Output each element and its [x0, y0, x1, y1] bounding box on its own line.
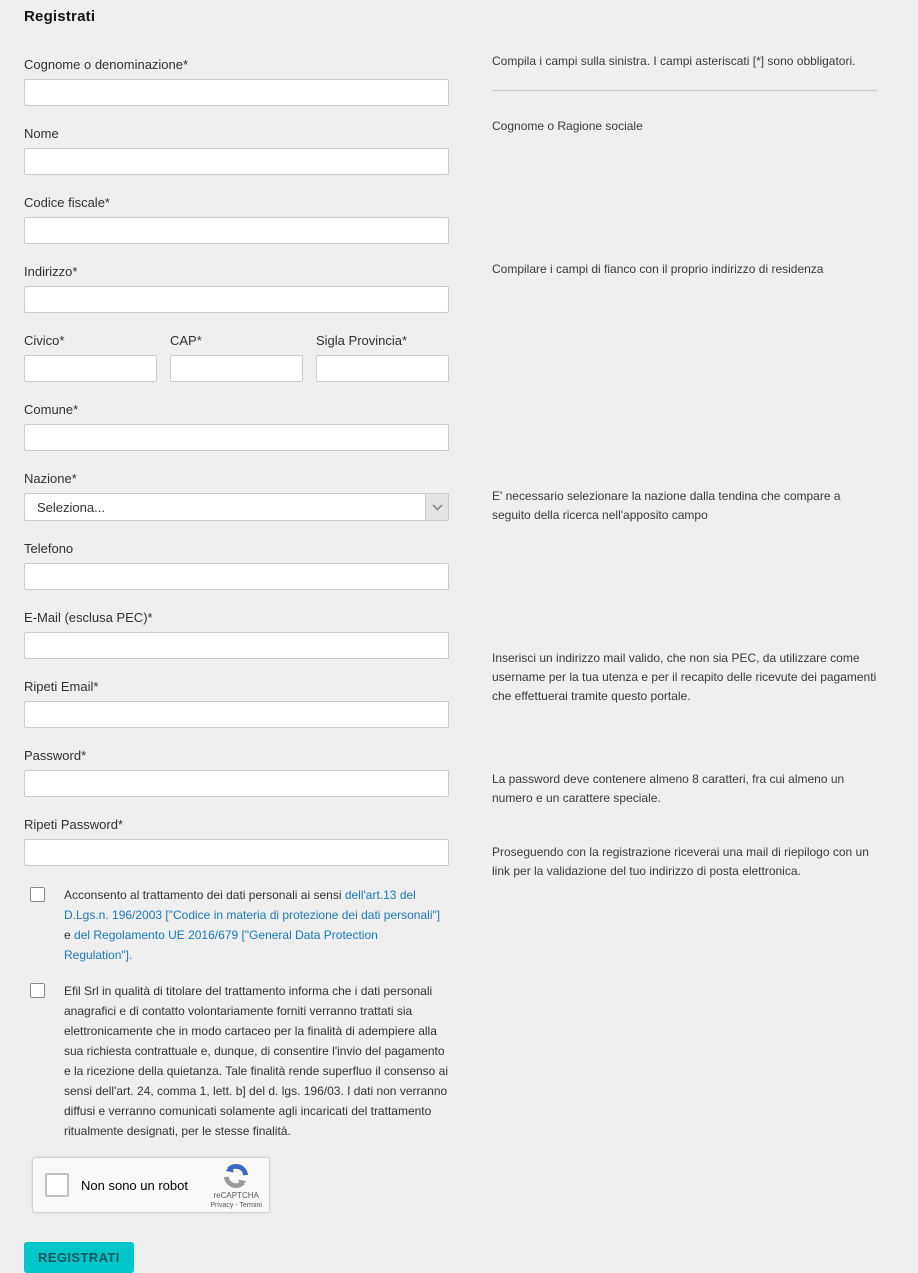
ripeti-email-input[interactable]	[24, 701, 449, 728]
field-group-cap	[170, 332, 303, 382]
registrati-button[interactable]: REGISTRATI	[24, 1242, 134, 1273]
cap-label: CAP*	[170, 333, 202, 348]
civico-input[interactable]	[24, 355, 157, 382]
ripeti-password-input[interactable]	[24, 839, 449, 866]
ripeti-password-label: Ripeti Password*	[24, 817, 123, 832]
treatment-consent-text: Efil Srl in qualità di titolare del trattamento informa che i dati personali anagrafici e di contatto volontariamente forniti verranno trattati sia elettronicamente che in modo cartaceo per la finalità di adempiere alla sua richiesta contrattuale e, dunque, di consentire l'invio del pagamento e la ricezione della quietanza. Tale finalità rende superfluo il consenso ai sensi dell'art. 24, comma 1, lett. b] del d. lgs. 196/03. I dati non verranno diffusi e verranno comunicati solamente agli incaricati del trattamento ritualmente designati, per le stesse finalità.	[64, 984, 449, 1138]
nome-label: Nome	[24, 126, 59, 141]
privacy-consent-middle: e	[64, 928, 75, 942]
cognome-label: Cognome o denominazione*	[24, 57, 189, 72]
recaptcha-widget	[32, 1157, 270, 1213]
sigla-provincia-label: Sigla Provincia*	[316, 333, 408, 348]
field-group-civico	[24, 332, 157, 382]
field-group-sigla-provincia	[316, 332, 449, 382]
help-password: La password deve contenere almeno 8 caratteri, fra cui almeno un numero e un carattere speciale.	[492, 772, 845, 805]
cap-input[interactable]	[170, 355, 303, 382]
help-divider	[492, 90, 877, 91]
field-group-password	[24, 747, 449, 797]
field-group-nazione	[24, 470, 449, 521]
indirizzo-label: Indirizzo*	[24, 264, 78, 279]
privacy-law-link[interactable]: dell'art.13 del D.Lgs.n. 196/2003 ["Codice in materia di protezione dei dati personali"]	[64, 888, 441, 922]
password-input[interactable]	[24, 770, 449, 797]
email-label: E-Mail (esclusa PEC)*	[24, 610, 153, 625]
email-input[interactable]	[24, 632, 449, 659]
password-label: Password*	[24, 748, 87, 763]
help-indirizzo: Compilare i campi di fianco con il proprio indirizzo di residenza	[492, 262, 824, 276]
field-group-ripeti-password	[24, 816, 449, 866]
nazione-select[interactable]	[24, 493, 449, 521]
field-group-ripeti-email	[24, 678, 449, 728]
recaptcha-label: Non sono un robot	[81, 1177, 188, 1193]
field-group-nome	[24, 125, 449, 175]
help-intro: Compila i campi sulla sinistra. I campi asteriscati [*] sono obbligatori.	[492, 54, 856, 68]
field-group-civico-cap-provincia	[24, 332, 449, 382]
help-riepilogo: Proseguendo con la registrazione riceverai una mail di riepilogo con un link per la validazione del tuo indirizzo di posta elettronica.	[492, 845, 869, 878]
privacy-consent-checkbox[interactable]	[30, 887, 45, 902]
gdpr-link[interactable]: del Regolamento UE 2016/679 ["General Data Protection Regulation"].	[64, 928, 378, 962]
recaptcha-icon	[222, 1162, 250, 1190]
telefono-label: Telefono	[24, 541, 74, 556]
field-group-codice-fiscale	[24, 194, 449, 244]
treatment-consent-row	[24, 981, 449, 1141]
recaptcha-brand-text: reCAPTCHA	[213, 1190, 259, 1200]
treatment-consent-checkbox[interactable]	[30, 983, 45, 998]
comune-label: Comune*	[24, 402, 79, 417]
nome-input[interactable]	[24, 148, 449, 175]
privacy-consent-row	[24, 885, 449, 965]
comune-input[interactable]	[24, 424, 449, 451]
field-group-comune	[24, 401, 449, 451]
field-group-cognome	[24, 56, 449, 106]
help-nazione: E' necessario selezionare la nazione dalla tendina che compare a seguito della ricerca nell'apposito campo	[492, 489, 841, 522]
help-email: Inserisci un indirizzo mail valido, che non sia PEC, da utilizzare come username per la tua utenza e per il recapito delle ricevute dei pagamenti che effettuerai tramite questo portale.	[492, 651, 877, 703]
codice-fiscale-label: Codice fiscale*	[24, 195, 110, 210]
page-title: Registrati	[24, 8, 96, 25]
sigla-provincia-input[interactable]	[316, 355, 449, 382]
nazione-selected-value: Seleziona...	[37, 499, 105, 515]
recaptcha-logo	[210, 1162, 262, 1209]
privacy-consent-prefix: Acconsento al trattamento dei dati personali ai sensi	[64, 888, 345, 902]
field-group-indirizzo	[24, 263, 449, 313]
recaptcha-privacy-terms-links[interactable]: Privacy - Termini	[210, 1201, 262, 1209]
civico-label: Civico*	[24, 333, 65, 348]
nazione-label: Nazione*	[24, 471, 77, 486]
indirizzo-input[interactable]	[24, 286, 449, 313]
help-cognome: Cognome o Ragione sociale	[492, 119, 643, 133]
chevron-down-icon	[425, 494, 448, 520]
field-group-telefono	[24, 540, 449, 590]
registration-form	[24, 56, 449, 1273]
telefono-input[interactable]	[24, 563, 449, 590]
privacy-consent-text	[64, 885, 449, 965]
ripeti-email-label: Ripeti Email*	[24, 679, 99, 694]
codice-fiscale-input[interactable]	[24, 217, 449, 244]
cognome-input[interactable]	[24, 79, 449, 106]
field-group-email	[24, 609, 449, 659]
recaptcha-checkbox[interactable]	[45, 1173, 69, 1197]
